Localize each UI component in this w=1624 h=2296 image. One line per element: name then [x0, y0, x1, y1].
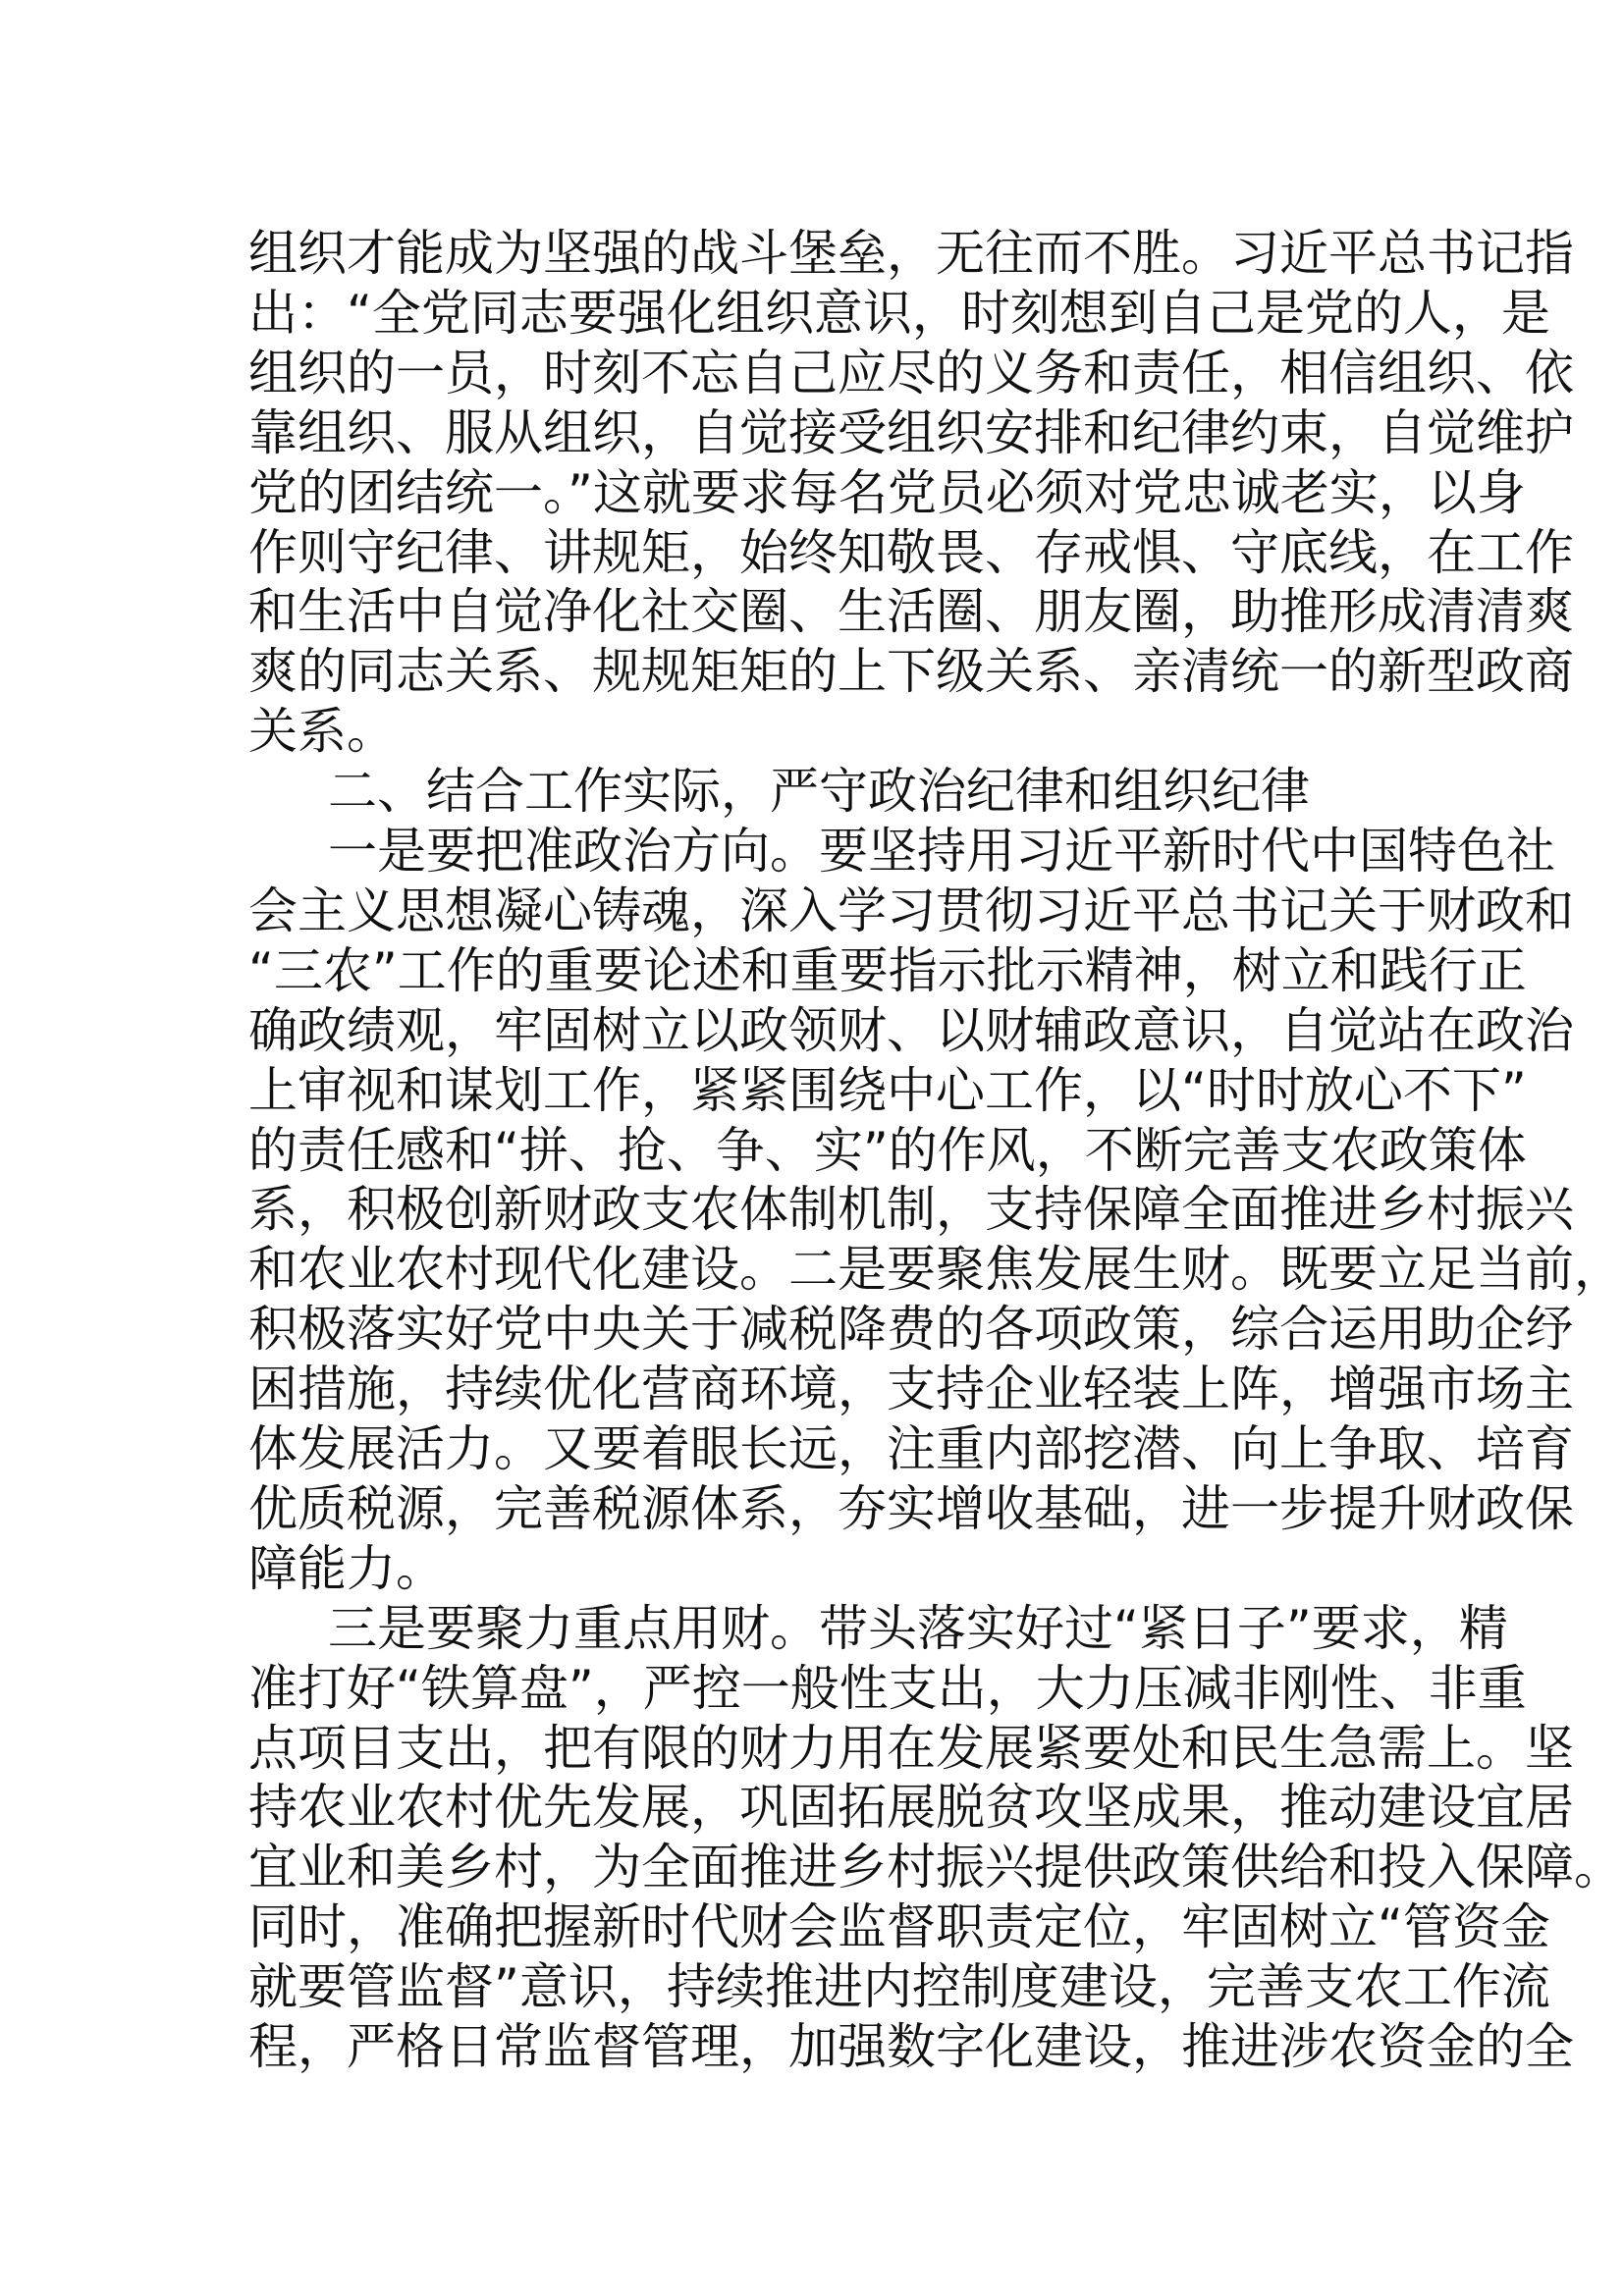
text-line: 积极落实好党中央关于减税降费的各项政策，综合运用助企纾	[248, 1301, 1574, 1359]
text-line: 和生活中自觉净化社交圈、生活圈、朋友圈，助推形成清清爽	[248, 583, 1574, 641]
text-line: 持农业农村优先发展，巩固拓展脱贫攻坚成果，推动建设宜居	[248, 1779, 1574, 1837]
text-line: 确政绩观，牢固树立以政领财、以财辅政意识，自觉站在政治	[248, 1001, 1574, 1059]
text-line: 优质税源，完善税源体系，夯实增收基础，进一步提升财政保	[248, 1479, 1574, 1537]
text-line: 爽的同志关系、规规矩矩的上下级关系、亲清统一的新型政商	[248, 643, 1574, 701]
text-line: 上审视和谋划工作，紧紧围绕中心工作，以“时时放心不下”	[248, 1061, 1527, 1119]
text-line: 党的团结统一。”这就要求每名党员必须对党忠诚老实，以身	[248, 463, 1526, 521]
text-line: 准打好“铁算盘”，严控一般性支出，大力压减非刚性、非重	[248, 1659, 1527, 1717]
text-line: 点项目支出，把有限的财力用在发展紧要处和民生急需上。坚	[248, 1719, 1574, 1777]
text-line: 组织才能成为坚强的战斗堡垒，无往而不胜。习近平总书记指	[248, 225, 1574, 282]
text-line: 困措施，持续优化营商环境，支持企业轻装上阵，增强市场主	[248, 1361, 1574, 1418]
text-line: 系，积极创新财政支农体制机制，支持保障全面推进乡村振兴	[248, 1181, 1574, 1239]
text-line: 和农业农村现代化建设。二是要聚焦发展生财。既要立足当前，	[248, 1241, 1623, 1299]
text-line: 三是要聚力重点用财。带头落实好过“紧日子”要求，精	[328, 1599, 1508, 1657]
text-line: 就要管监督”意识，持续推进内控制度建设，完善支农工作流	[248, 1958, 1550, 2016]
text-line: 组织的一员，时刻不忘自己应尽的义务和责任，相信组织、依	[248, 344, 1574, 401]
text-line: 靠组织、服从组织，自觉接受组织安排和纪律约束，自觉维护	[248, 403, 1574, 461]
text-line: 障能力。	[248, 1539, 445, 1597]
text-line: 一是要把准政治方向。要坚持用习近平新时代中国特色社	[328, 823, 1555, 880]
text-line: “三农”工作的重要论述和重要指示批示精神，树立和践行正	[248, 941, 1527, 999]
text-line: 会主义思想凝心铸魂，深入学习贯彻习近平总书记关于财政和	[248, 881, 1574, 939]
text-line: 作则守纪律、讲规矩，始终知敬畏、存戒惧、守底线，在工作	[248, 523, 1574, 581]
text-line: 二、结合工作实际，严守政治纪律和组织纪律	[328, 763, 1310, 821]
text-line: 关系。	[248, 703, 396, 761]
text-line: 体发展活力。又要着眼长远，注重内部挖潜、向上争取、培育	[248, 1420, 1574, 1477]
text-line: 出：“全党同志要强化组织意识，时刻想到自己是党的人，是	[248, 284, 1550, 342]
text-line: 宜业和美乡村，为全面推进乡村振兴提供政策供给和投入保障。	[248, 1839, 1623, 1896]
text-line: 的责任感和“拼、抢、争、实”的作风，不断完善支农政策体	[248, 1121, 1527, 1179]
text-line: 同时，准确把握新时代财会监督职责定位，牢固树立“管资金	[248, 1898, 1550, 1956]
text-line: 程，严格日常监督管理，加强数字化建设，推进涉农资金的全	[248, 2018, 1574, 2075]
